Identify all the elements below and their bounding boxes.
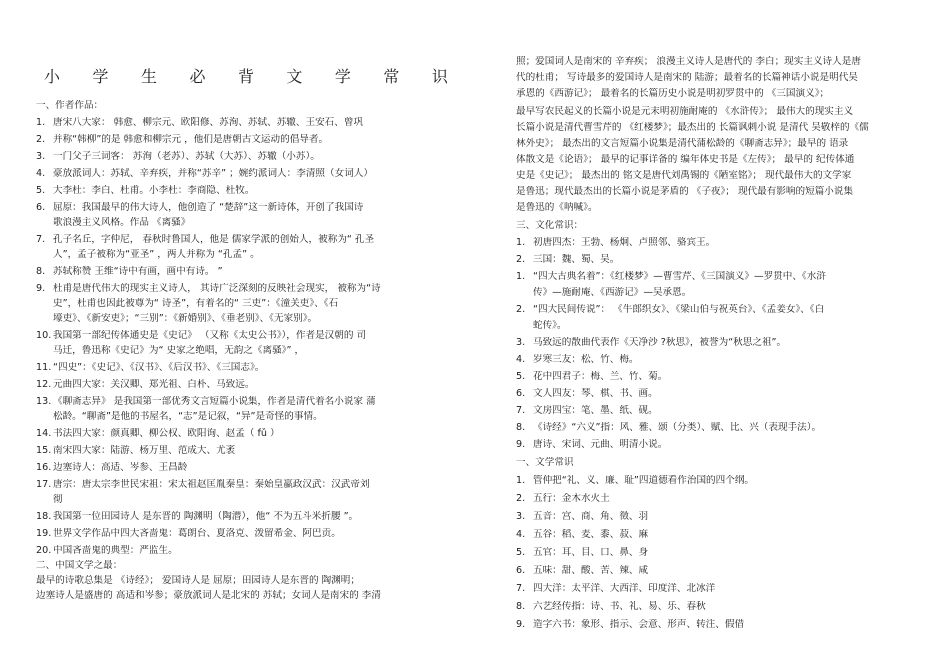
item-text: 二、中国文学之最： [36, 560, 123, 571]
item-number: 17. [36, 479, 52, 490]
right-text-line [516, 457, 934, 469]
item-text: 照；爱国词人是南宋的 辛弃疾； 浪漫主义诗人是唐代的 李白；现实主义诗人是唐 [516, 56, 861, 67]
left-text-line [36, 217, 462, 229]
item-text: 中国吝啬鬼的典型：严监生。 [53, 545, 178, 556]
right-text-line [516, 583, 934, 595]
left-text-line [36, 117, 462, 129]
item-text: 蛇传》。 [533, 320, 567, 331]
item-text: 五官：耳、目、口、鼻、身 [533, 547, 649, 558]
left-text-line [36, 202, 462, 214]
left-text-line [36, 462, 462, 474]
right-text-line [516, 371, 934, 383]
title-char: 小 [44, 67, 61, 86]
item-text: 是鲁迅的《呐喊》。 [516, 202, 598, 213]
right-text-line [516, 601, 934, 613]
item-text: 南宋四大家：陆游、杨万里、范成大、尤袤 [53, 445, 236, 456]
item-text: 人”，孟子被称为“亚圣” ，两人并称为 “孔孟” 。 [53, 249, 260, 260]
item-text: 元曲四大家：关汉卿、郑光祖、白朴、马致远。 [53, 379, 255, 390]
item-number: 1. [516, 271, 526, 282]
right-text-line [516, 337, 934, 349]
item-number: 10. [36, 330, 52, 341]
left-text-line [36, 379, 462, 391]
item-number: 9. [516, 439, 526, 450]
item-number: 20. [36, 545, 52, 556]
title-char: 学 [334, 67, 351, 86]
item-text: 最早的诗歌总集是 《诗经》； 爱国诗人是 屈原；田园诗人是东晋的 陶渊明； [36, 575, 360, 586]
item-text: 传》—施耐庵、《西游记》—吴承恩。 [533, 287, 692, 298]
item-text: 孔子名丘，字仲尼， 春秋时鲁国人，他是 儒家学派的创始人，被称为“ 孔圣 [53, 234, 375, 245]
title-char: 生 [140, 67, 157, 86]
item-number: 16. [36, 462, 52, 473]
left-text-line [36, 151, 462, 163]
item-number: 18. [36, 511, 52, 522]
item-text: 边塞诗人：高适、岑参、王昌龄 [53, 462, 188, 473]
item-text: 是鲁迅；现代最杰出的长篇小说是茅盾的 《子夜》； 现代最有影响的短篇小说集 [516, 186, 854, 197]
item-number: 8. [516, 601, 526, 612]
title-char: 背 [237, 67, 254, 86]
item-text: 彻 [53, 494, 63, 505]
item-text: 马迁，鲁迅称《史记》为“ 史家之绝唱，无韵之《离骚》” ， [53, 345, 305, 356]
right-text-line [516, 405, 934, 417]
item-number: 2. [516, 493, 526, 504]
item-text: 管仲把“礼、义、廉、耻”四道德看作治国的四个纲。 [533, 475, 755, 486]
item-text: 体散文是《论语》； 最早的记事详备的 编年体史书是《左传》； 最早的 纪传体通 [516, 154, 855, 165]
right-text-line [516, 304, 934, 316]
item-number: 1. [516, 475, 526, 486]
page-title [44, 64, 448, 87]
left-text-line [36, 560, 462, 572]
item-text: 《诗经》“六义”指：风、雅、颂（分类）、赋、比、兴（表现手法）。 [533, 422, 822, 433]
item-number: 14. [36, 428, 52, 439]
left-text-line [36, 168, 462, 180]
right-text-line [516, 439, 934, 451]
item-number: 4. [36, 168, 46, 179]
item-text: 五音：宫、商、角、徵、羽 [533, 511, 649, 522]
left-text-line [36, 545, 462, 557]
left-text-line [36, 185, 462, 197]
right-text-line [516, 565, 934, 577]
title-char: 文 [286, 67, 303, 86]
item-text: 并称“韩柳”的是 韩愈和柳宗元 ，他们是唐朝古文运动的倡导者。 [53, 134, 329, 145]
item-text: 唐诗、宋词、元曲、明清小说。 [533, 439, 668, 450]
right-text-line [516, 511, 934, 523]
item-text: 一门父子三词客： 苏洵（老苏）、苏轼（大苏）、苏辙（小苏）。 [53, 151, 320, 162]
item-text: 文人四友：琴、棋、书、画。 [533, 388, 658, 399]
item-text: 松龄。“聊斋”是他的书屋名，“志”是记叙，“异”是奇怪的事情。 [53, 411, 323, 422]
item-number: 1. [516, 237, 526, 248]
left-text-line [36, 345, 462, 357]
item-text: 唐宗：唐太宗李世民宋祖：宋太祖赵匡胤秦皇：秦始皇嬴政汉武：汉武帝刘 [53, 479, 370, 490]
item-text: “四大民间传说”： 《牛郎织女》、《梁山伯与祝英台》、《孟姜女》、《白 [533, 304, 825, 315]
item-text: 史是《史记》； 最杰出的 铭文是唐代刘禹锡的《陋室铭》； 现代最伟大的文学家 [516, 170, 852, 181]
item-number: 2. [516, 304, 526, 315]
item-text: “四史”：《史记》、《汉书》、《后汉书》、《三国志》。 [53, 362, 265, 373]
left-text-line [36, 134, 462, 146]
item-text: 歌浪漫主义风格。作品 《离骚》 [53, 217, 191, 228]
item-number: 2. [36, 134, 46, 145]
item-text: 五行：金木水火土 [533, 493, 610, 504]
right-text-line [516, 254, 934, 266]
item-text: 文房四宝：笔、墨、纸、砚。 [533, 405, 658, 416]
right-text-line [516, 388, 934, 400]
right-text-line [516, 237, 934, 249]
right-text-line [516, 72, 934, 84]
title-char: 学 [92, 67, 109, 86]
item-text: “四大古典名着”：《红楼梦》—曹雪芹、《三国演义》—罗贯中、《水浒 [533, 271, 826, 282]
item-text: 三国：魏、蜀、吴。 [533, 254, 620, 265]
right-text-line [516, 154, 934, 166]
item-number: 4. [516, 354, 526, 365]
right-text-line [516, 170, 934, 182]
left-text-line [36, 494, 462, 506]
item-number: 11. [36, 362, 52, 373]
right-text-line [516, 122, 934, 134]
item-number: 7. [36, 234, 46, 245]
item-text: 造字六书：象形、指示、会意、形声、转注、假借 [533, 619, 745, 630]
item-number: 8. [36, 266, 46, 277]
item-text: 我国第一位田园诗人 是东晋的 陶渊明（陶潜），他“ 不为五斗米折腰 ”。 [53, 511, 359, 522]
item-text: 花中四君子：梅、兰、竹、菊。 [533, 371, 668, 382]
right-text-line [516, 88, 934, 100]
item-number: 3. [516, 337, 526, 348]
left-text-line [36, 528, 462, 540]
item-text: 代的杜甫； 写诗最多的爱国诗人是南宋的 陆游；最着名的长篇神话小说是明代吴 [516, 72, 858, 83]
left-text-line [36, 298, 462, 310]
left-text-line [36, 249, 462, 261]
item-number: 3. [36, 151, 46, 162]
item-number: 3. [516, 511, 526, 522]
item-text: 史”，杜甫也因此被尊为“ 诗圣”，有着名的“ 三吏”：《潼关吏》、《石 [53, 298, 339, 309]
left-text-line [36, 479, 462, 491]
left-text-line [36, 100, 462, 112]
item-number: 5. [36, 185, 46, 196]
item-text: 五谷：稻、麦、黍、菽、麻 [533, 529, 649, 540]
right-text-line [516, 320, 934, 332]
item-number: 9. [36, 283, 46, 294]
left-text-line [36, 362, 462, 374]
title-char: 必 [189, 67, 206, 86]
right-text-line [516, 271, 934, 283]
item-text: 唐宋八大家： 韩愈、柳宗元、欧阳修、苏洵、苏轼、苏辙、王安石、曾巩 [53, 117, 364, 128]
item-text: 马致远的散曲代表作《天净沙 ?秋思》，被誉为“秋思之祖”。 [533, 337, 787, 348]
right-text-line [516, 186, 934, 198]
left-text-line [36, 283, 462, 295]
item-text: 大李杜：李白、杜甫。小李杜：李商隐、杜牧。 [53, 185, 255, 196]
item-number: 6. [516, 565, 526, 576]
item-text: 四大洋：太平洋、大西洋、印度洋、北冰洋 [533, 583, 716, 594]
item-text: 杜甫是唐代伟大的现实主义诗人， 其诗广泛深刻的反映社会现实， 被称为“诗 [53, 283, 381, 294]
item-number: 5. [516, 547, 526, 558]
right-text-line [516, 106, 934, 118]
item-number: 6. [36, 202, 46, 213]
item-number: 9. [516, 619, 526, 630]
title-char: 识 [431, 67, 448, 86]
right-text-line [516, 56, 934, 68]
left-text-line [36, 313, 462, 325]
left-text-line [36, 575, 462, 587]
item-text: 一、文学常识 [516, 457, 574, 468]
item-text: 五味：甜、酸、苦、辣、咸 [533, 565, 649, 576]
right-text-line [516, 475, 934, 487]
item-text: 一、作者作品： [36, 100, 104, 111]
item-text: 六艺经传指：诗、书、礼、易、乐、春秋 [533, 601, 706, 612]
right-text-line [516, 547, 934, 559]
item-number: 12. [36, 379, 52, 390]
left-text-line [36, 330, 462, 342]
left-text-line [36, 511, 462, 523]
left-text-line [36, 590, 462, 602]
left-text-line [36, 411, 462, 423]
left-text-line [36, 234, 462, 246]
item-text: 《聊斋志异》 是我国第一部优秀文言短篇小说集，作者是清代着名小说家 蒲 [53, 396, 376, 407]
item-number: 13. [36, 396, 52, 407]
item-number: 2. [516, 254, 526, 265]
item-number: 7. [516, 405, 526, 416]
item-number: 8. [516, 422, 526, 433]
item-number: 19. [36, 528, 52, 539]
right-text-line [516, 220, 934, 232]
item-text: 壕吏》、《新安吏》；“三别”：《新婚别》、《垂老别》、《无家别》。 [53, 313, 318, 324]
right-text-line [516, 354, 934, 366]
right-text-line [516, 287, 934, 299]
right-text-line [516, 619, 934, 631]
item-number: 4. [516, 529, 526, 540]
item-text: 屈原：我国最早的伟大诗人，他创造了 “楚辞”这一新诗体，开创了我国诗 [53, 202, 364, 213]
left-text-line [36, 396, 462, 408]
item-text: 苏轼称赞 王维“诗中有画，画中有诗。 ” [53, 266, 223, 277]
left-text-line [36, 266, 462, 278]
item-number: 5. [516, 371, 526, 382]
item-text: 三、文化常识： [516, 220, 584, 231]
item-text: 豪放派词人：苏轼、辛弃疾，并称“苏辛” ；婉约派词人：李清照（女词人） [53, 168, 373, 179]
item-number: 15. [36, 445, 52, 456]
item-text: 书法四大家：颜真卿、柳公权、欧阳询、赵孟（ fǔ ） [53, 428, 280, 439]
left-text-line [36, 428, 462, 440]
right-text-line [516, 529, 934, 541]
right-text-line [516, 202, 934, 214]
item-text: 承恩的《西游记》； 最着名的长篇历史小说是明初罗贯中的 《三国演义》； [516, 88, 830, 99]
right-text-line [516, 422, 934, 434]
item-text: 边塞诗人是盛唐的 高适和岑参；豪放派词人是北宋的 苏轼；女词人是南宋的 李清 [36, 590, 381, 601]
title-char: 常 [383, 67, 400, 86]
left-text-line [36, 445, 462, 457]
right-text-line [516, 138, 934, 150]
item-number: 7. [516, 583, 526, 594]
right-text-line [516, 493, 934, 505]
item-text: 世界文学作品中四大吝啬鬼：葛朗台、夏洛克、泼留希金、阿巴贡。 [53, 528, 341, 539]
item-number: 6. [516, 388, 526, 399]
item-text: 我国第一部纪传体通史是《史记》 （又称《太史公书》），作者是汉朝的 司 [53, 330, 367, 341]
item-text: 初唐四杰：王勃、杨炯、卢照邻、骆宾王。 [533, 237, 716, 248]
item-text: 最早写农民起义的长篇小说是元末明初施耐庵的 《水浒传》； 最伟大的现实主义 [516, 106, 854, 117]
item-text: 林外史》； 最杰出的文言短篇小说集是清代蒲松龄的《聊斋志异》；最早的 语录 [516, 138, 849, 149]
item-number: 1. [36, 117, 46, 128]
item-text: 岁寒三友：松、竹、梅。 [533, 354, 639, 365]
item-text: 长篇小说是清代曹雪芹的 《红楼梦》；最杰出的 长篇讽刺小说 是清代 吴敬梓的《儒 [516, 122, 869, 133]
